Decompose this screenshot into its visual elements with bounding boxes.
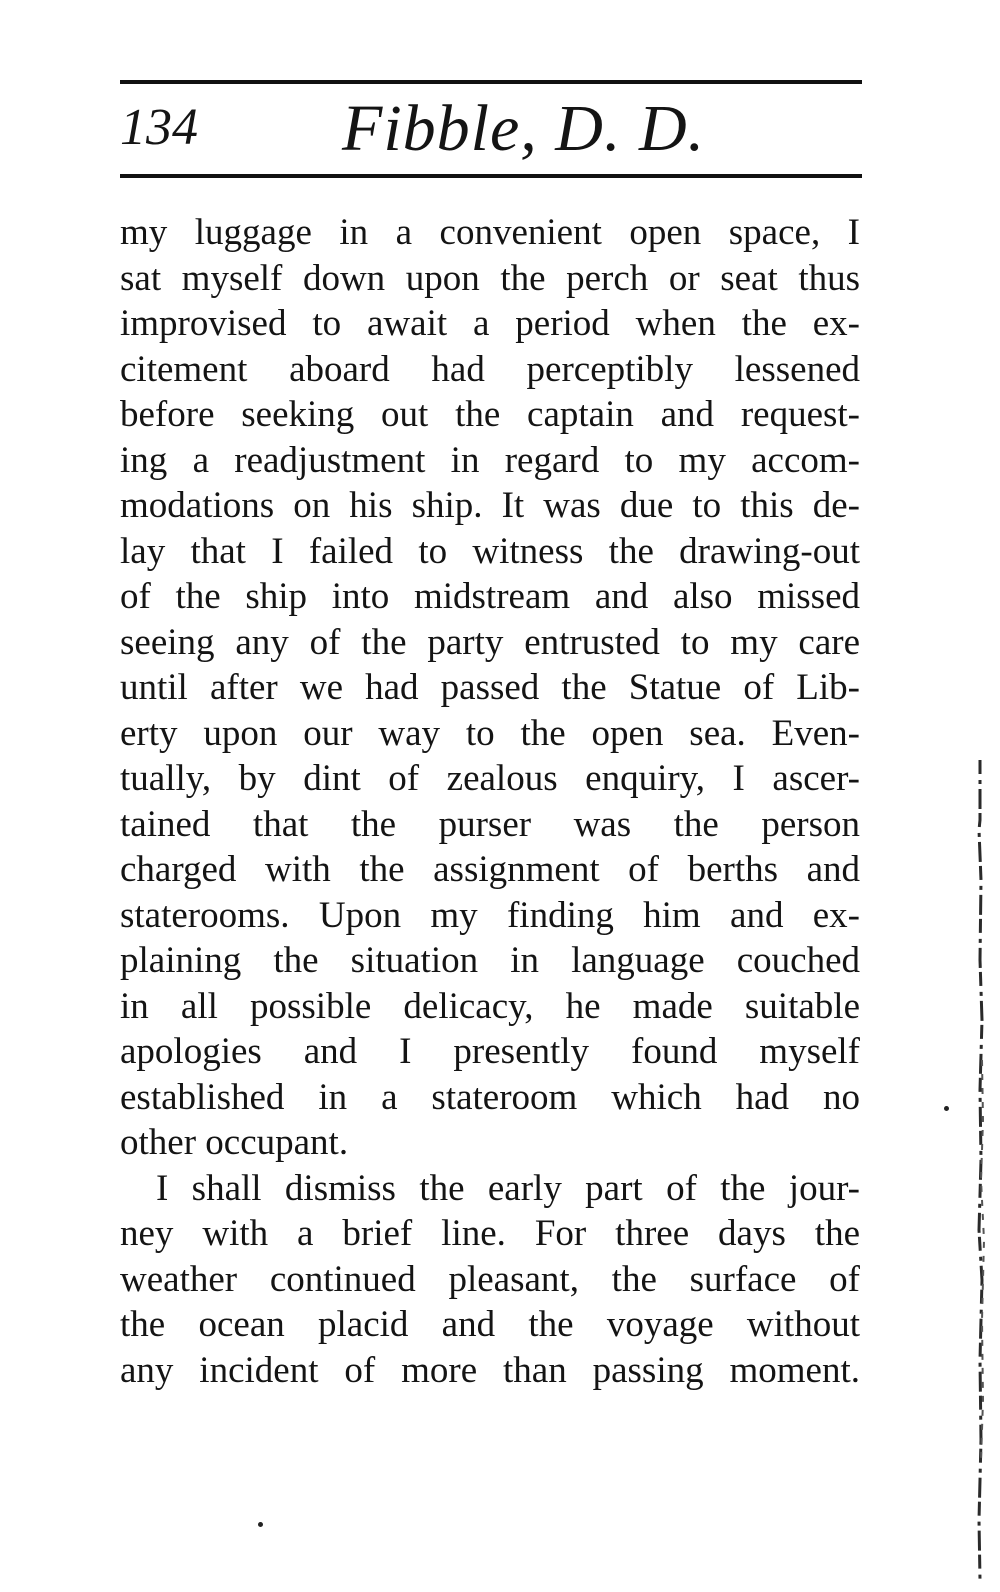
text-line: established in a stateroom which had no [120, 1076, 860, 1118]
text-line: tually, by dint of zealous enquiry, I ascer- [120, 758, 860, 799]
text-line: other occupant. [120, 1122, 349, 1163]
header-bottom-rule [120, 174, 862, 178]
text-line: the ocean placid and the voyage without [120, 1304, 860, 1345]
text-line: weather continued pleasant, the surface of [120, 1258, 860, 1300]
text-line: ing a readjustment in regard to my accom- [120, 439, 860, 481]
page-number: 134 [120, 99, 198, 156]
text-line: apologies and I presently found myself [120, 1031, 860, 1072]
running-title: Fibble, D. D. [342, 92, 706, 165]
scan-edge-artifact [970, 760, 986, 1580]
text-line: ney with a brief line. For three days the [120, 1213, 860, 1254]
dust-speck [944, 1106, 949, 1111]
text-line: tained that the purser was the person [120, 803, 860, 845]
text-line: in all possible delicacy, he made suitable [120, 985, 860, 1027]
text-line: any incident of more than passing moment. [120, 1349, 860, 1391]
dust-speck [258, 1522, 263, 1527]
text-line: my luggage in a convenient open space, I [120, 212, 860, 253]
text-line: modations on his ship. It was due to this de- [120, 485, 860, 526]
text-line: plaining the situation in language couched [120, 940, 860, 981]
text-line: citement aboard had perceptibly lessened [120, 348, 860, 390]
header-top-rule [120, 80, 862, 84]
text-line: staterooms. Upon my finding him and ex- [120, 894, 860, 936]
text-line: seeing any of the party entrusted to my care [120, 621, 860, 663]
text-line: until after we had passed the Statue of Lib- [120, 667, 860, 708]
text-line: I shall dismiss the early part of the jour- [156, 1167, 860, 1209]
text-line: charged with the assignment of berths and [120, 849, 860, 890]
running-header [120, 92, 862, 170]
text-line: erty upon our way to the open sea. Even- [120, 712, 860, 754]
text-line: lay that I failed to witness the drawing-out [120, 530, 860, 572]
text-line: sat myself down upon the perch or seat thus [120, 257, 860, 299]
text-line: before seeking out the captain and request- [120, 394, 860, 435]
body-text [120, 210, 860, 1393]
text-line: improvised to await a period when the ex- [120, 303, 860, 344]
text-line: of the ship into midstream and also missed [120, 576, 860, 617]
